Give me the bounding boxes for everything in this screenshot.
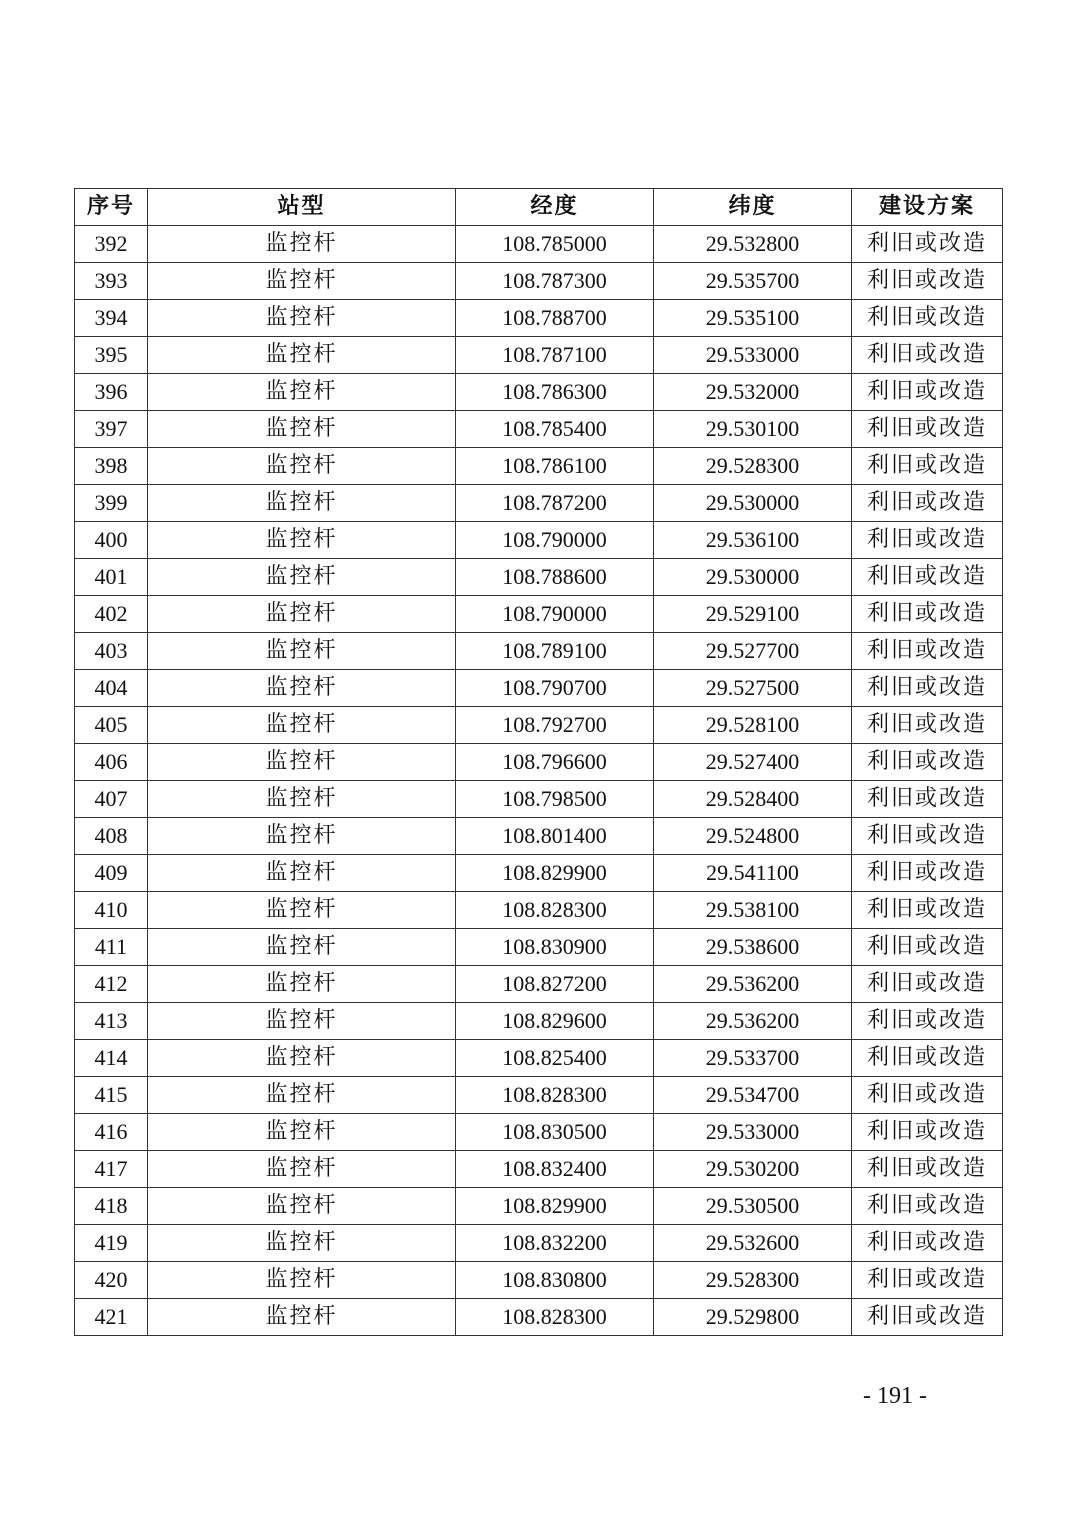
cell-longitude: 108.801400 [456, 818, 654, 855]
cell-longitude: 108.832200 [456, 1225, 654, 1262]
page-number: - 191 - [863, 1383, 927, 1409]
cell-construction-plan: 利旧或改造 [852, 670, 1003, 707]
cell-latitude: 29.532800 [654, 226, 852, 263]
cell-longitude: 108.790000 [456, 522, 654, 559]
cell-index: 404 [75, 670, 148, 707]
table-row [75, 226, 1003, 263]
cell-latitude: 29.536200 [654, 1003, 852, 1040]
cell-construction-plan: 利旧或改造 [852, 485, 1003, 522]
table-row [75, 1262, 1003, 1299]
cell-construction-plan: 利旧或改造 [852, 781, 1003, 818]
cell-construction-plan: 利旧或改造 [852, 263, 1003, 300]
cell-longitude: 108.788600 [456, 559, 654, 596]
cell-index: 412 [75, 966, 148, 1003]
cell-longitude: 108.789100 [456, 633, 654, 670]
cell-latitude: 29.530100 [654, 411, 852, 448]
cell-station-type: 监控杆 [148, 596, 456, 633]
cell-latitude: 29.530000 [654, 559, 852, 596]
cell-station-type: 监控杆 [148, 559, 456, 596]
cell-station-type: 监控杆 [148, 633, 456, 670]
table-row [75, 1003, 1003, 1040]
cell-station-type: 监控杆 [148, 744, 456, 781]
cell-station-type: 监控杆 [148, 1114, 456, 1151]
cell-station-type: 监控杆 [148, 1040, 456, 1077]
cell-latitude: 29.533700 [654, 1040, 852, 1077]
cell-station-type: 监控杆 [148, 485, 456, 522]
cell-longitude: 108.832400 [456, 1151, 654, 1188]
cell-longitude: 108.787200 [456, 485, 654, 522]
header-latitude: 纬度 [654, 189, 852, 226]
cell-latitude: 29.529800 [654, 1299, 852, 1336]
table-row [75, 1225, 1003, 1262]
cell-longitude: 108.798500 [456, 781, 654, 818]
cell-longitude: 108.796600 [456, 744, 654, 781]
cell-construction-plan: 利旧或改造 [852, 744, 1003, 781]
table-row [75, 1151, 1003, 1188]
cell-index: 416 [75, 1114, 148, 1151]
cell-construction-plan: 利旧或改造 [852, 559, 1003, 596]
cell-index: 409 [75, 855, 148, 892]
cell-station-type: 监控杆 [148, 1299, 456, 1336]
cell-index: 399 [75, 485, 148, 522]
cell-index: 411 [75, 929, 148, 966]
table-row [75, 781, 1003, 818]
cell-station-type: 监控杆 [148, 781, 456, 818]
cell-latitude: 29.530000 [654, 485, 852, 522]
table-row [75, 411, 1003, 448]
cell-longitude: 108.825400 [456, 1040, 654, 1077]
cell-index: 398 [75, 448, 148, 485]
station-table-container [74, 188, 1002, 1336]
cell-construction-plan: 利旧或改造 [852, 1262, 1003, 1299]
cell-construction-plan: 利旧或改造 [852, 1003, 1003, 1040]
cell-station-type: 监控杆 [148, 1262, 456, 1299]
cell-latitude: 29.534700 [654, 1077, 852, 1114]
cell-index: 401 [75, 559, 148, 596]
cell-index: 414 [75, 1040, 148, 1077]
station-table [74, 188, 1003, 1336]
cell-latitude: 29.528300 [654, 1262, 852, 1299]
cell-longitude: 108.829900 [456, 855, 654, 892]
table-row [75, 1188, 1003, 1225]
cell-station-type: 监控杆 [148, 448, 456, 485]
cell-longitude: 108.786300 [456, 374, 654, 411]
cell-index: 408 [75, 818, 148, 855]
cell-longitude: 108.830500 [456, 1114, 654, 1151]
cell-construction-plan: 利旧或改造 [852, 707, 1003, 744]
table-row [75, 855, 1003, 892]
cell-station-type: 监控杆 [148, 855, 456, 892]
cell-construction-plan: 利旧或改造 [852, 1225, 1003, 1262]
cell-index: 397 [75, 411, 148, 448]
cell-construction-plan: 利旧或改造 [852, 411, 1003, 448]
cell-longitude: 108.829600 [456, 1003, 654, 1040]
cell-construction-plan: 利旧或改造 [852, 596, 1003, 633]
table-row [75, 337, 1003, 374]
cell-latitude: 29.533000 [654, 337, 852, 374]
cell-construction-plan: 利旧或改造 [852, 448, 1003, 485]
cell-station-type: 监控杆 [148, 929, 456, 966]
cell-station-type: 监控杆 [148, 226, 456, 263]
cell-latitude: 29.532600 [654, 1225, 852, 1262]
cell-station-type: 监控杆 [148, 374, 456, 411]
cell-latitude: 29.535100 [654, 300, 852, 337]
cell-longitude: 108.792700 [456, 707, 654, 744]
cell-construction-plan: 利旧或改造 [852, 300, 1003, 337]
cell-index: 400 [75, 522, 148, 559]
cell-index: 393 [75, 263, 148, 300]
table-row [75, 818, 1003, 855]
cell-construction-plan: 利旧或改造 [852, 855, 1003, 892]
header-longitude: 经度 [456, 189, 654, 226]
cell-index: 419 [75, 1225, 148, 1262]
cell-index: 403 [75, 633, 148, 670]
cell-longitude: 108.830900 [456, 929, 654, 966]
cell-longitude: 108.790700 [456, 670, 654, 707]
cell-latitude: 29.541100 [654, 855, 852, 892]
cell-station-type: 监控杆 [148, 1151, 456, 1188]
cell-index: 394 [75, 300, 148, 337]
cell-construction-plan: 利旧或改造 [852, 818, 1003, 855]
cell-construction-plan: 利旧或改造 [852, 1040, 1003, 1077]
cell-latitude: 29.530500 [654, 1188, 852, 1225]
table-row [75, 670, 1003, 707]
cell-latitude: 29.528400 [654, 781, 852, 818]
table-row [75, 707, 1003, 744]
cell-longitude: 108.787100 [456, 337, 654, 374]
cell-index: 420 [75, 1262, 148, 1299]
cell-construction-plan: 利旧或改造 [852, 633, 1003, 670]
table-row [75, 633, 1003, 670]
header-index: 序号 [75, 189, 148, 226]
cell-longitude: 108.830800 [456, 1262, 654, 1299]
cell-index: 410 [75, 892, 148, 929]
cell-latitude: 29.538100 [654, 892, 852, 929]
cell-longitude: 108.788700 [456, 300, 654, 337]
cell-latitude: 29.536100 [654, 522, 852, 559]
cell-station-type: 监控杆 [148, 1188, 456, 1225]
table-body [75, 226, 1003, 1336]
table-row [75, 522, 1003, 559]
table-row [75, 1077, 1003, 1114]
cell-station-type: 监控杆 [148, 300, 456, 337]
cell-latitude: 29.529100 [654, 596, 852, 633]
table-row [75, 1299, 1003, 1336]
cell-index: 402 [75, 596, 148, 633]
cell-longitude: 108.790000 [456, 596, 654, 633]
cell-longitude: 108.786100 [456, 448, 654, 485]
table-row [75, 929, 1003, 966]
cell-longitude: 108.827200 [456, 966, 654, 1003]
cell-latitude: 29.533000 [654, 1114, 852, 1151]
cell-station-type: 监控杆 [148, 892, 456, 929]
cell-index: 396 [75, 374, 148, 411]
cell-longitude: 108.828300 [456, 892, 654, 929]
cell-station-type: 监控杆 [148, 670, 456, 707]
table-header-row [75, 189, 1003, 226]
cell-station-type: 监控杆 [148, 818, 456, 855]
cell-longitude: 108.787300 [456, 263, 654, 300]
cell-index: 405 [75, 707, 148, 744]
header-station-type: 站型 [148, 189, 456, 226]
cell-longitude: 108.785400 [456, 411, 654, 448]
table-row [75, 892, 1003, 929]
cell-construction-plan: 利旧或改造 [852, 892, 1003, 929]
header-construction-plan: 建设方案 [852, 189, 1003, 226]
cell-construction-plan: 利旧或改造 [852, 1299, 1003, 1336]
table-row [75, 596, 1003, 633]
cell-construction-plan: 利旧或改造 [852, 522, 1003, 559]
cell-latitude: 29.527700 [654, 633, 852, 670]
cell-construction-plan: 利旧或改造 [852, 929, 1003, 966]
cell-latitude: 29.532000 [654, 374, 852, 411]
cell-index: 395 [75, 337, 148, 374]
cell-index: 418 [75, 1188, 148, 1225]
table-row [75, 1040, 1003, 1077]
cell-index: 392 [75, 226, 148, 263]
table-row [75, 559, 1003, 596]
cell-latitude: 29.527500 [654, 670, 852, 707]
cell-construction-plan: 利旧或改造 [852, 1151, 1003, 1188]
cell-longitude: 108.829900 [456, 1188, 654, 1225]
cell-station-type: 监控杆 [148, 1077, 456, 1114]
cell-index: 406 [75, 744, 148, 781]
cell-latitude: 29.535700 [654, 263, 852, 300]
table-row [75, 485, 1003, 522]
cell-longitude: 108.828300 [456, 1077, 654, 1114]
cell-construction-plan: 利旧或改造 [852, 1077, 1003, 1114]
table-row [75, 1114, 1003, 1151]
cell-index: 421 [75, 1299, 148, 1336]
cell-latitude: 29.536200 [654, 966, 852, 1003]
cell-construction-plan: 利旧或改造 [852, 1188, 1003, 1225]
cell-station-type: 监控杆 [148, 1003, 456, 1040]
cell-index: 417 [75, 1151, 148, 1188]
cell-construction-plan: 利旧或改造 [852, 226, 1003, 263]
cell-index: 407 [75, 781, 148, 818]
table-row [75, 744, 1003, 781]
cell-station-type: 监控杆 [148, 1225, 456, 1262]
table-row [75, 300, 1003, 337]
cell-construction-plan: 利旧或改造 [852, 1114, 1003, 1151]
cell-index: 413 [75, 1003, 148, 1040]
cell-station-type: 监控杆 [148, 337, 456, 374]
cell-station-type: 监控杆 [148, 966, 456, 1003]
table-row [75, 448, 1003, 485]
cell-latitude: 29.530200 [654, 1151, 852, 1188]
cell-station-type: 监控杆 [148, 522, 456, 559]
cell-latitude: 29.528300 [654, 448, 852, 485]
cell-latitude: 29.538600 [654, 929, 852, 966]
cell-longitude: 108.828300 [456, 1299, 654, 1336]
cell-index: 415 [75, 1077, 148, 1114]
cell-construction-plan: 利旧或改造 [852, 966, 1003, 1003]
cell-construction-plan: 利旧或改造 [852, 374, 1003, 411]
table-row [75, 374, 1003, 411]
cell-station-type: 监控杆 [148, 411, 456, 448]
cell-station-type: 监控杆 [148, 707, 456, 744]
cell-latitude: 29.528100 [654, 707, 852, 744]
table-row [75, 263, 1003, 300]
cell-longitude: 108.785000 [456, 226, 654, 263]
cell-latitude: 29.527400 [654, 744, 852, 781]
cell-construction-plan: 利旧或改造 [852, 337, 1003, 374]
cell-latitude: 29.524800 [654, 818, 852, 855]
table-row [75, 966, 1003, 1003]
cell-station-type: 监控杆 [148, 263, 456, 300]
